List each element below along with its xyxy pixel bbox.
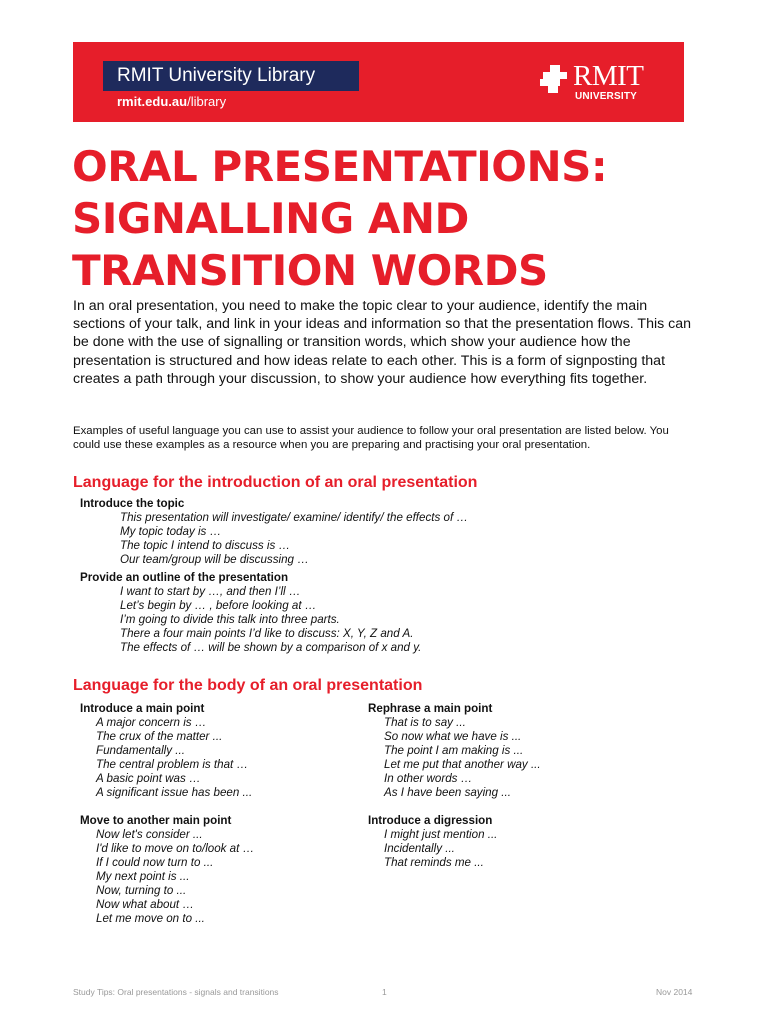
example-line: Let’s begin by … , before looking at … xyxy=(120,599,317,612)
library-url-domain: rmit.edu.au xyxy=(117,94,188,109)
introduce-topic-group xyxy=(80,497,468,567)
example-line: The central problem is that … xyxy=(96,758,249,771)
title-line-3: TRANSITION WORDS xyxy=(72,246,548,295)
footer-date: Nov 2014 xyxy=(656,987,693,997)
example-line: Now what about … xyxy=(96,898,194,911)
example-line: There a four main points I’d like to discuss: X, Y, Z and A. xyxy=(120,627,414,640)
digression-group xyxy=(368,814,497,870)
rmit-pixel-logo-icon xyxy=(540,65,570,93)
example-line: That is to say ... xyxy=(384,716,466,729)
example-line: The effects of … will be shown by a comparison of x and y. xyxy=(120,641,422,654)
main-point-group xyxy=(80,702,252,800)
example-line: Now let's consider ... xyxy=(96,828,203,841)
example-line: So now what we have is ... xyxy=(384,730,522,743)
example-line: I want to start by …, and then I’ll … xyxy=(120,585,301,598)
logo-subtext: UNIVERSITY xyxy=(575,91,638,102)
examples-paragraph: Examples of useful language you can use to assist your audience to follow your oral presentation are listed below. You could use these examples as a resource when you are preparing and practising your oral presentation. xyxy=(73,425,669,451)
page-title xyxy=(72,141,712,297)
example-line: My topic today is … xyxy=(120,525,222,538)
example-line: Fundamentally ... xyxy=(96,744,185,757)
digression-label: Introduce a digression xyxy=(368,814,493,827)
move-on-group xyxy=(80,814,254,926)
title-line-1: ORAL PRESENTATIONS: xyxy=(72,142,608,191)
rmit-logo xyxy=(540,60,658,107)
example-line: Let me move on to ... xyxy=(96,912,205,925)
example-line: Let me put that another way ... xyxy=(384,758,541,771)
library-url[interactable] xyxy=(117,94,226,109)
example-line: I'd like to move on to/look at … xyxy=(96,842,255,855)
example-line: A major concern is … xyxy=(96,716,207,729)
example-line: If I could now turn to ... xyxy=(96,856,214,869)
example-line: In other words … xyxy=(384,772,473,785)
move-on-label: Move to another main point xyxy=(80,814,232,827)
example-line: A basic point was … xyxy=(96,772,201,785)
title-line-2: SIGNALLING AND xyxy=(72,194,469,243)
example-line: This presentation will investigate/ examine/ identify/ the effects of … xyxy=(120,511,468,524)
example-line: The point I am making is ... xyxy=(384,744,524,757)
outline-label: Provide an outline of the presentation xyxy=(80,571,289,584)
rephrase-label: Rephrase a main point xyxy=(368,702,493,715)
logo-text: RMIT xyxy=(573,60,644,92)
intro-section-heading: Language for the introduction of an oral presentation xyxy=(73,474,478,491)
introduce-topic-label: Introduce the topic xyxy=(80,497,185,510)
header-banner xyxy=(73,42,684,122)
intro-paragraph: In an oral presentation, you need to make the topic clear to your audience, identify the main sections of your talk, and link in your ideas and information so that the presentation flows. This can be done with the use of signalling or transition words, which show your audience how the presentation is structured and how ideas relate to each other. This is a form of signposting that creates a path through your discussion, to show your audience how everything fits together. xyxy=(73,298,692,387)
example-line: Our team/group will be discussing … xyxy=(120,553,309,566)
example-line: Incidentally ... xyxy=(384,842,455,855)
outline-group xyxy=(80,571,421,655)
library-name: RMIT University Library xyxy=(117,65,316,86)
example-line: The crux of the matter ... xyxy=(96,730,223,743)
library-name-box xyxy=(103,61,359,91)
example-line: The topic I intend to discuss is … xyxy=(120,539,291,552)
footer-title: Study Tips: Oral presentations - signals and transitions xyxy=(73,987,279,997)
body-section-heading: Language for the body of an oral presentation xyxy=(73,677,423,694)
example-line: A significant issue has been ... xyxy=(96,786,253,799)
page-number: 1 xyxy=(382,987,387,997)
example-line: As I have been saying ... xyxy=(384,786,511,799)
rephrase-group xyxy=(368,702,541,800)
main-point-label: Introduce a main point xyxy=(80,702,205,715)
library-url-path: /library xyxy=(187,94,227,109)
example-line: My next point is ... xyxy=(96,870,190,883)
example-line: Now, turning to ... xyxy=(96,884,187,897)
example-line: I’m going to divide this talk into three parts. xyxy=(120,613,340,626)
example-line: I might just mention ... xyxy=(384,828,498,841)
example-line: That reminds me ... xyxy=(384,856,484,869)
